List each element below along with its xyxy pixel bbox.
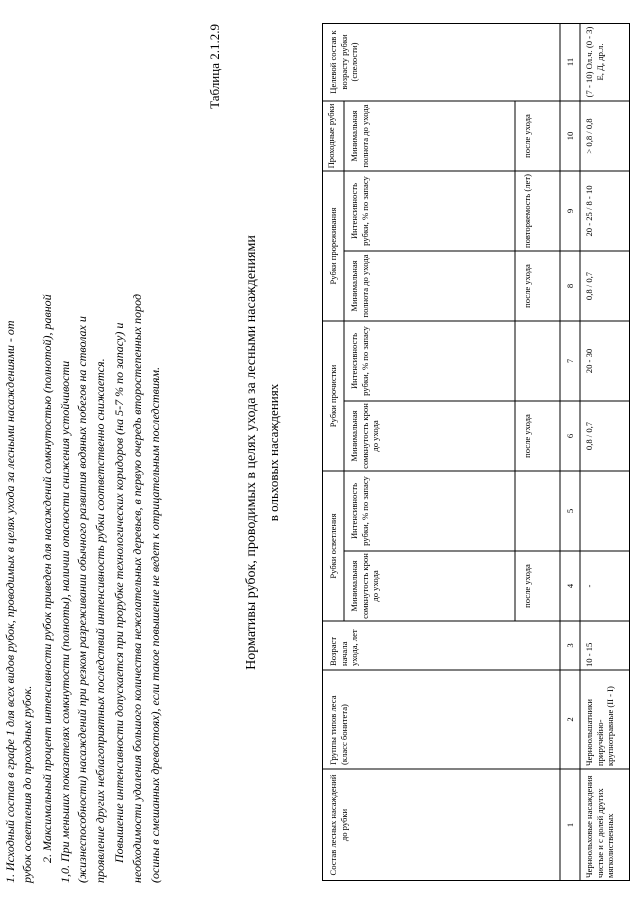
cell-clearing-min: - bbox=[584, 584, 594, 588]
header-passing-min: Минимальная полнота до ухода bbox=[349, 104, 370, 168]
header-group-clearing: Рубки осветления bbox=[328, 513, 338, 579]
table-label: Таблица 2.1.2.9 bbox=[207, 24, 222, 109]
header-group-passing: Проходные рубки bbox=[326, 103, 336, 169]
header-clearing-int: Интенсивность рубки, % по запасу bbox=[349, 476, 370, 546]
header-target: Целевой состав к возрасту рубки (спелости) bbox=[328, 30, 359, 94]
header-cleaning-min: Минимальная сомкнутость крон до ухода bbox=[349, 403, 380, 469]
note-line: (осины в смешанных древостоях), если такое повышение не ведет к отрицательным последствиям. bbox=[148, 366, 162, 883]
header-composition: Состав лесных насаждений до рубки bbox=[328, 774, 349, 876]
note-line: 2. Максимальный процент интенсивности рубок приведен для насаждений сомкнутостью (полнотой), равной bbox=[40, 294, 54, 863]
header-group-cleaning: Рубки прочистки bbox=[328, 364, 338, 428]
note-line: проявление других неблагоприятных последствий интенсивность рубки соответственно снижается. bbox=[93, 358, 107, 883]
note-line: 1,0. При меньших показателях сомкнутости (полноты), наличии опасности снижения устойчивости bbox=[58, 360, 72, 883]
cell-cleaning-min: 0,8 / 0,7 bbox=[584, 421, 594, 451]
header-forest-types: Группы типов леса (класс бонитета) bbox=[328, 695, 349, 765]
header-thinning-min: Минимальная полнота до ухода bbox=[349, 254, 370, 318]
table-subtitle: в ольховых насаждениях bbox=[266, 383, 281, 522]
col-number: 3 bbox=[565, 643, 575, 648]
cell-passing-min: > 0,8 / 0,8 bbox=[584, 118, 594, 154]
header-after-care: после ухода bbox=[522, 264, 532, 308]
note-line: рубок осветления до проходных рубок. bbox=[20, 685, 34, 883]
col-number: 4 bbox=[565, 583, 575, 589]
header-cleaning-int: Интенсивность рубки, % по запасу bbox=[349, 326, 370, 396]
col-number: 6 bbox=[565, 433, 575, 439]
col-number: 9 bbox=[565, 208, 575, 214]
header-clearing-min: Минимальная сомкнутость крон до ухода bbox=[349, 553, 380, 619]
header-after-care: после ухода bbox=[522, 114, 532, 158]
col-number: 10 bbox=[565, 131, 575, 141]
cell-forest-types: Черноольшатники приручейно-крупнотравные (II - I) bbox=[584, 686, 615, 766]
col-number: 11 bbox=[565, 57, 575, 67]
col-number: 2 bbox=[565, 717, 575, 722]
cell-cleaning-int: 20 - 30 bbox=[584, 348, 594, 374]
cell-thinning-int: 20 - 25 / 8 - 10 bbox=[584, 185, 594, 237]
col-number: 5 bbox=[565, 508, 575, 514]
cell-thinning-min: 0,8 / 0,7 bbox=[584, 271, 594, 301]
col-number: 8 bbox=[565, 283, 575, 289]
cell-composition: Черноольховые насаждения чистые и с долей других мягколиственных bbox=[584, 775, 615, 878]
header-repeat: повторяемость (лет) bbox=[522, 174, 532, 248]
cell-age-start: 10 - 15 bbox=[584, 642, 594, 667]
col-number: 7 bbox=[565, 358, 575, 364]
note-line: (жизнеспособности) насаждений при резком разреживании обычного развития водяных побегов на стволах и bbox=[75, 316, 89, 883]
cell-target: (7 - 10) Ол.ч. (0 - 3) Е, Д, др.л. bbox=[584, 26, 605, 98]
table-title: Нормативы рубок, проводимых в целях ухода за лесными насаждениями bbox=[244, 235, 259, 670]
col-number: 1 bbox=[565, 822, 575, 828]
header-group-thinning: Рубки прореживания bbox=[328, 207, 338, 285]
header-after-care: после ухода bbox=[522, 414, 532, 458]
note-line: 1. Исходный состав в графе 1 для всех видов рубок, проводимых в целях ухода за лесными насаждениями - от bbox=[3, 320, 17, 883]
note-line: Повышение интенсивности допускается при прорубке технологических коридоров (на 5-7 % по запасу) и bbox=[112, 322, 126, 863]
note-line: необходимости удаления большого количества нежелательных деревьев, в первую очередь второстепенных пород bbox=[130, 293, 144, 883]
header-thinning-int: Интенсивность рубки, % по запасу bbox=[349, 176, 370, 246]
header-age-start: Возраст начала ухода, лет bbox=[328, 629, 359, 666]
norms-table bbox=[322, 23, 630, 881]
header-after-care: после ухода bbox=[522, 564, 532, 608]
